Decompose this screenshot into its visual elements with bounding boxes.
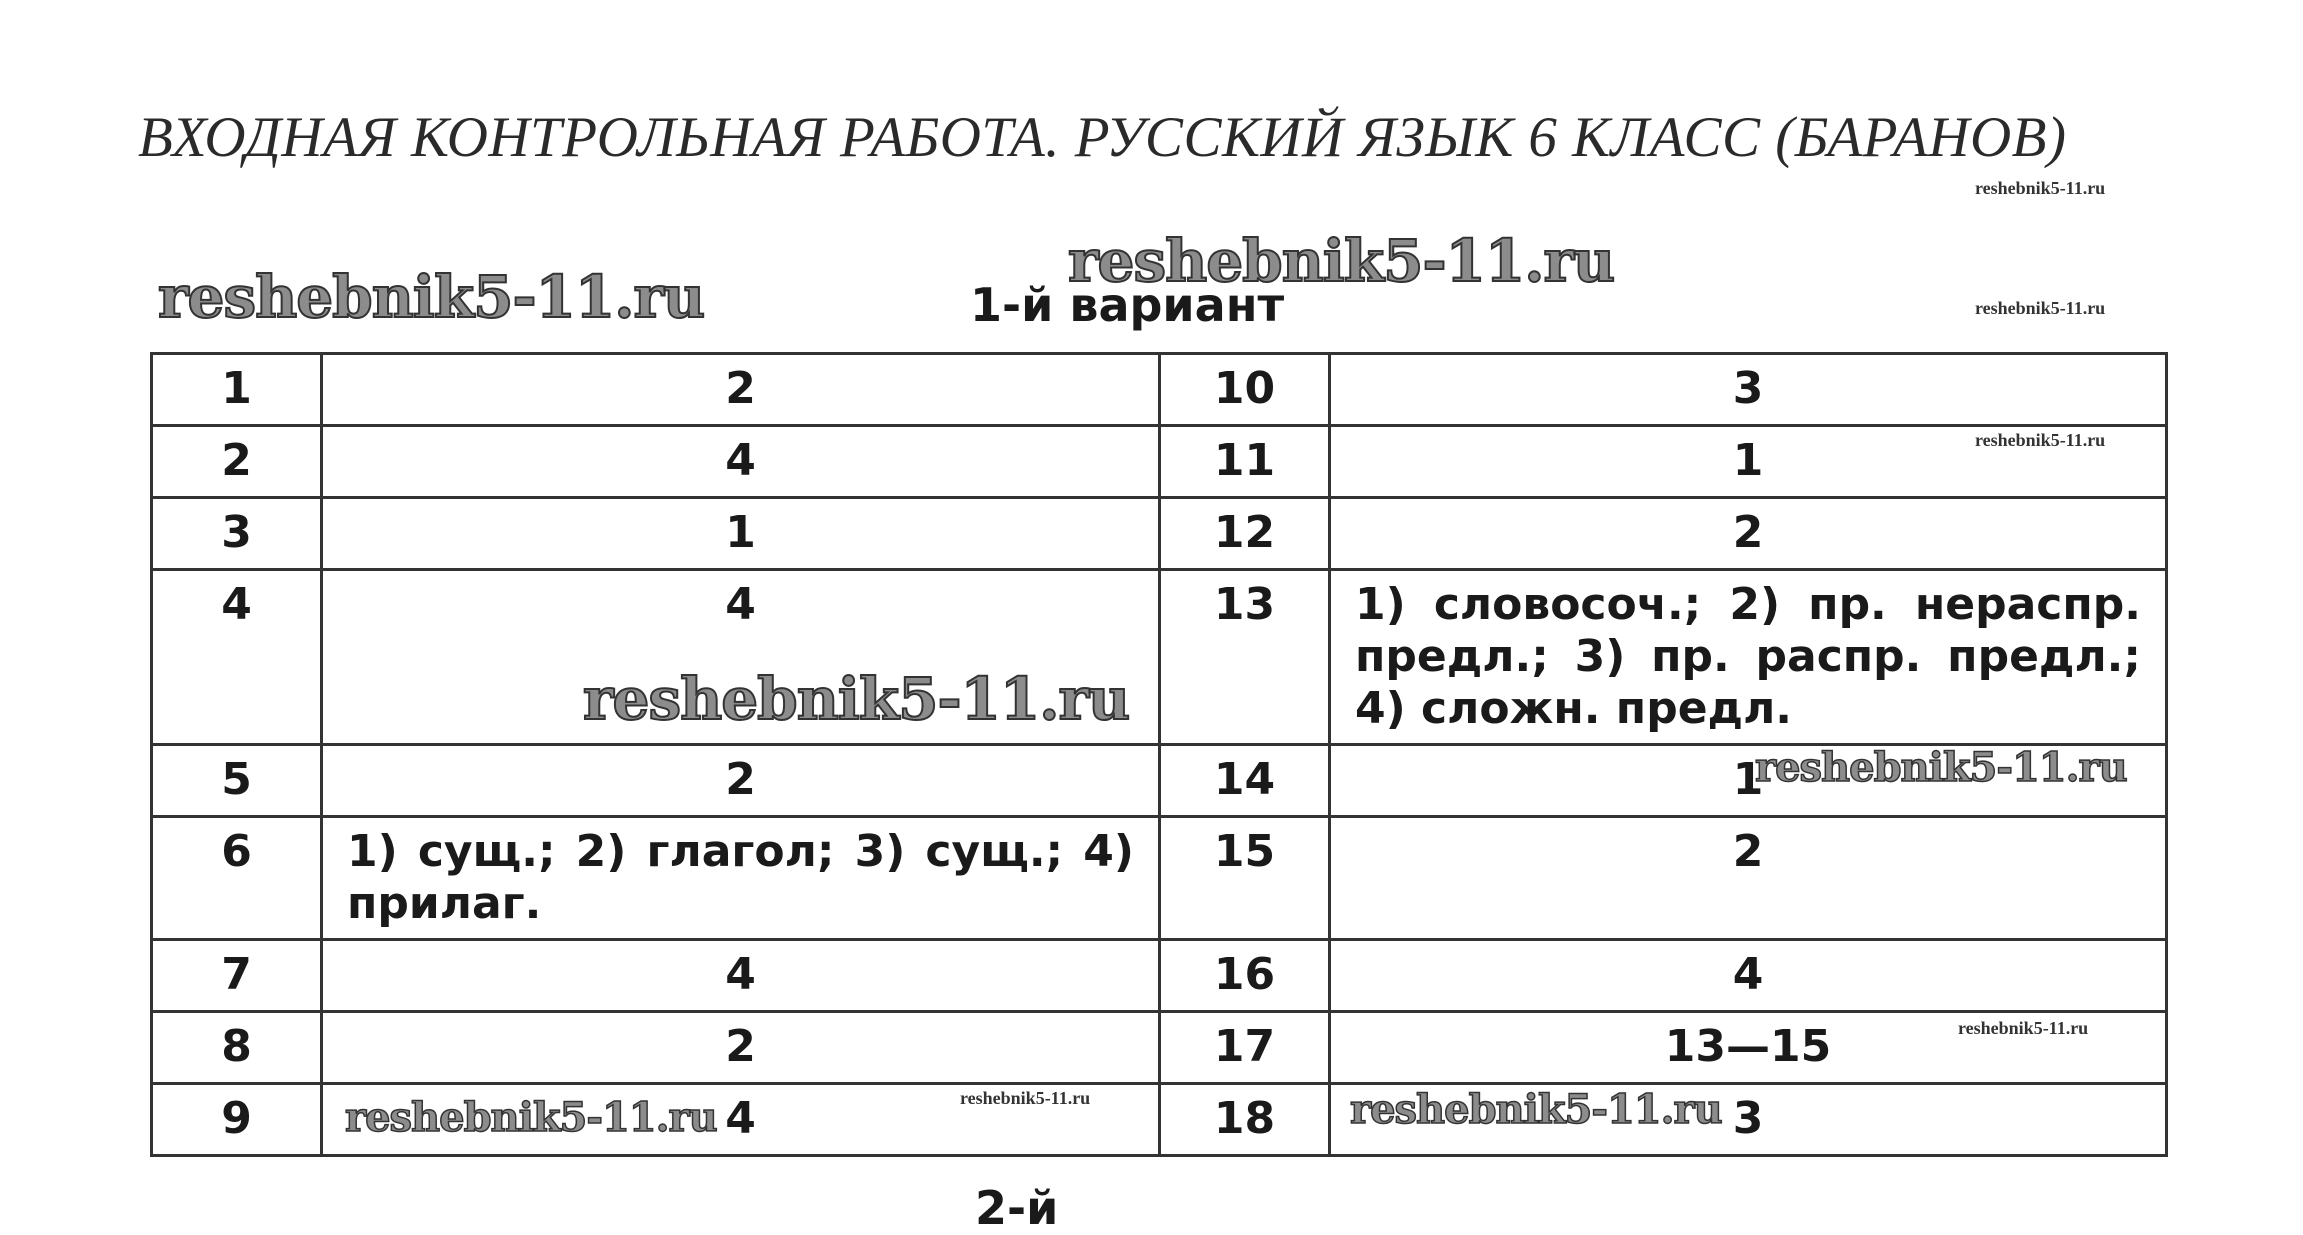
table-row xyxy=(152,1011,2167,1083)
watermark: reshebnik5-11.ru xyxy=(1975,430,2106,450)
answer-cell: 2 xyxy=(322,744,1160,816)
answer-cell: 4 xyxy=(1330,939,2167,1011)
answer-cell: 1 xyxy=(1330,744,2167,816)
answer-cell: 1) сущ.; 2) глагол; 3) сущ.; 4) прилаг. xyxy=(322,816,1160,939)
question-number: 9 xyxy=(152,1083,322,1155)
question-number: 2 xyxy=(152,426,322,498)
answer-cell: 1 xyxy=(1330,426,2167,498)
table-row xyxy=(152,816,2167,939)
answer-cell: 4 xyxy=(322,426,1160,498)
question-number: 11 xyxy=(1160,426,1330,498)
table-row xyxy=(152,354,2167,426)
question-number: 5 xyxy=(152,744,322,816)
watermark: reshebnik5-11.ru xyxy=(1975,298,2106,318)
answer-cell: 2 xyxy=(1330,498,2167,570)
answer-cell: 4 xyxy=(322,939,1160,1011)
table-row xyxy=(152,570,2167,745)
question-number: 14 xyxy=(1160,744,1330,816)
answer-cell: 2 xyxy=(322,1011,1160,1083)
answer-cell: 3 xyxy=(1330,354,2167,426)
watermark: reshebnik5-11.ru xyxy=(1975,178,2106,198)
watermark: reshebnik5-11.ru xyxy=(1350,1086,1722,1133)
question-number: 18 xyxy=(1160,1083,1330,1155)
watermark: reshebnik5-11.ru xyxy=(960,1088,1091,1108)
question-number: 12 xyxy=(1160,498,1330,570)
variant-heading: 1-й вариант xyxy=(970,278,1285,332)
question-number: 13 xyxy=(1160,570,1330,745)
watermark: reshebnik5-11.ru xyxy=(158,263,705,331)
answer-cell: 1) словосоч.; 2) пр. нераспр. предл.; 3) пр. распр. предл.; 4) сложн. предл. xyxy=(1330,570,2167,745)
next-variant-heading-partial: 2-й xyxy=(975,1181,1059,1235)
table-row xyxy=(152,939,2167,1011)
question-number: 4 xyxy=(152,570,322,745)
question-number: 17 xyxy=(1160,1011,1330,1083)
answer-cell: 4 xyxy=(322,570,1160,745)
question-number: 10 xyxy=(1160,354,1330,426)
question-number: 3 xyxy=(152,498,322,570)
answer-cell: 2 xyxy=(1330,816,2167,939)
table-row xyxy=(152,498,2167,570)
question-number: 7 xyxy=(152,939,322,1011)
answer-cell: 2 xyxy=(322,354,1160,426)
question-number: 1 xyxy=(152,354,322,426)
watermark: reshebnik5-11.ru xyxy=(583,665,1130,733)
question-number: 16 xyxy=(1160,939,1330,1011)
watermark: reshebnik5-11.ru xyxy=(1755,744,2127,791)
answer-cell: 1 xyxy=(322,498,1160,570)
question-number: 15 xyxy=(1160,816,1330,939)
answer-cell: 3 xyxy=(1330,1083,2167,1155)
answer-cell: 13—15 xyxy=(1330,1011,2167,1083)
watermark: reshebnik5-11.ru xyxy=(1068,227,1615,295)
question-number: 8 xyxy=(152,1011,322,1083)
answer-cell: 4 xyxy=(322,1083,1160,1155)
question-number: 6 xyxy=(152,816,322,939)
watermark: reshebnik5-11.ru xyxy=(345,1094,717,1141)
watermark: reshebnik5-11.ru xyxy=(1958,1018,2089,1038)
page-title: ВХОДНАЯ КОНТРОЛЬНАЯ РАБОТА. РУССКИЙ ЯЗЫК 6 КЛАСС (БАРАНОВ) xyxy=(138,106,2067,169)
table-row xyxy=(152,426,2167,498)
